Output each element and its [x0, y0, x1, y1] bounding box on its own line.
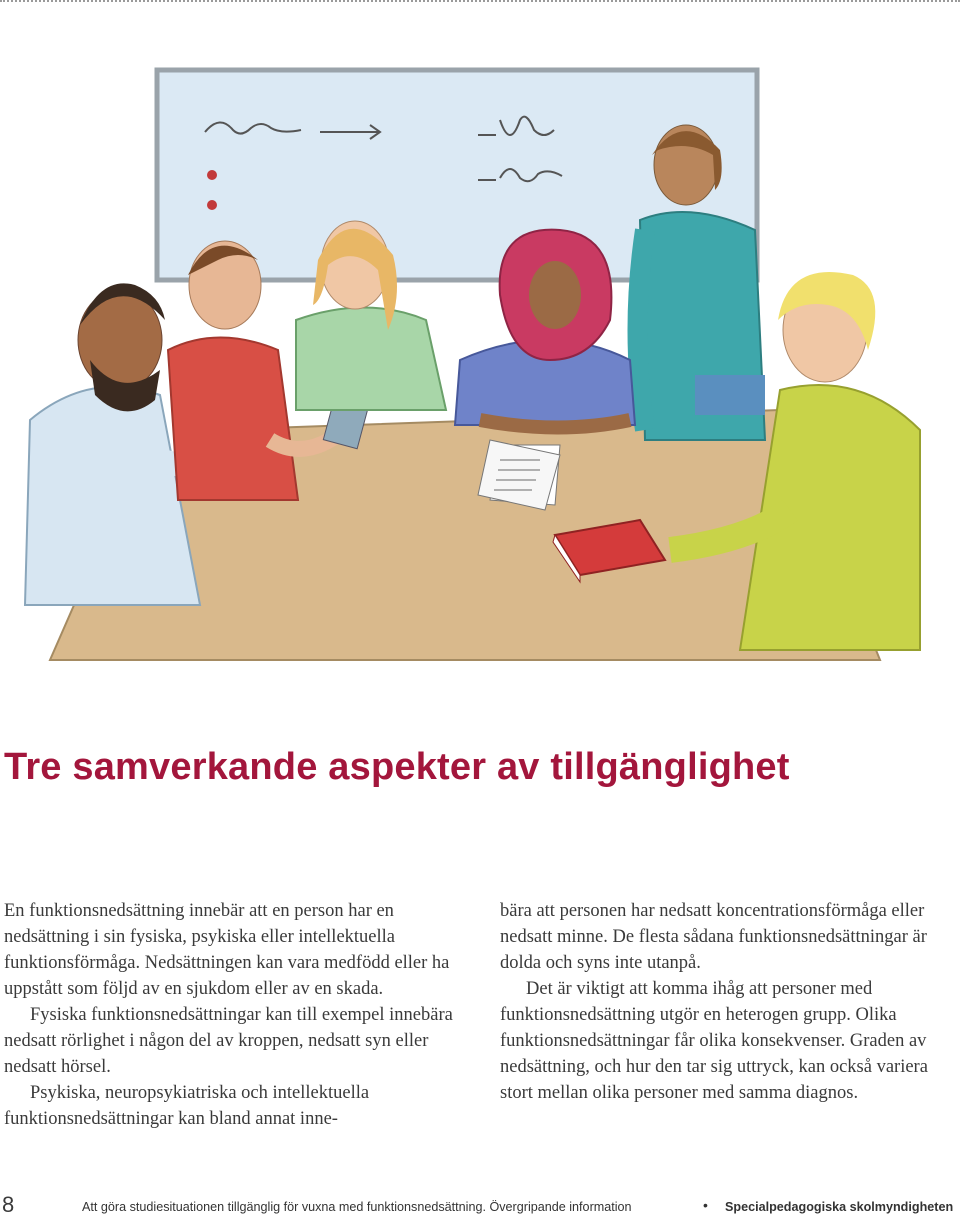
top-dotted-rule — [0, 0, 960, 8]
papers — [478, 440, 560, 510]
paragraph-intro: En funktionsnedsättning innebär att en person har en nedsättning i sin fysiska, psykiska eller intellektuella funktionsförmåga. Nedsättningen kan vara medfödd eller ha uppstått som följd av en sjukdom eller av en skada. — [4, 901, 450, 999]
left-column — [4, 898, 459, 1132]
page-number: 8 — [2, 1192, 15, 1217]
paragraph-continuation: bära att personen har nedsatt koncentrationsförmåga eller nedsatt minne. De flesta sådana funktionsnedsättningar är dolda och syns inte utanpå. — [500, 901, 927, 973]
footer-document-title: Att göra studiesituationen tillgänglig för vuxna med funktionsnedsättning. Övergripande information — [82, 1200, 632, 1214]
paragraph-psychological: Psykiska, neuropsykiatriska och intellektuella funktionsnedsättningar kan bland annat inne- — [4, 1083, 370, 1129]
paragraph-physical: Fysiska funktionsnedsättningar kan till exempel innebära nedsatt rörlighet i någon del av kroppen, nedsatt syn eller nedsatt hörsel. — [4, 1005, 453, 1077]
page-heading: Tre samverkande aspekter av tillgänglighet — [4, 746, 790, 788]
footer-bullet: • — [703, 1197, 708, 1213]
footer-organization: Specialpedagogiska skolmyndigheten — [725, 1200, 954, 1214]
paragraph-heterogeneous: Det är viktigt att komma ihåg att personer med funktionsnedsättning utgör en heterogen grupp. Olika funktionsnedsättningar får olika konsekvenser. Graden av nedsättning, och hur den tar sig uttryck, kan också variera stort mellan olika personer med samma diagnos. — [500, 979, 928, 1103]
right-column — [500, 898, 955, 1106]
meeting-illustration-icon — [0, 60, 960, 670]
page-footer — [0, 1192, 960, 1218]
